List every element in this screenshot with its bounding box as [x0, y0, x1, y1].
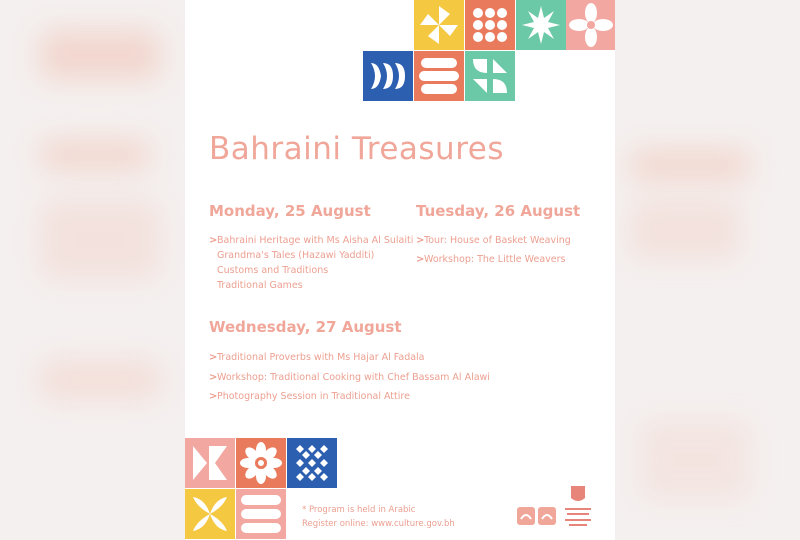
tuesday-list — [416, 233, 571, 267]
flower-tile-icon — [566, 0, 615, 50]
event-poster — [185, 0, 615, 540]
flower-tile-icon — [236, 438, 286, 488]
arrow-bullet-icon: > — [209, 391, 218, 402]
arrow-bullet-icon: > — [209, 371, 218, 383]
bars-tile-icon — [236, 489, 286, 539]
poster-title: Bahraini Treasures — [209, 131, 504, 167]
dot-grid-tile-icon — [287, 438, 337, 488]
starburst-tile-icon — [516, 0, 566, 50]
day-heading-tuesday: Tuesday, 26 August — [416, 202, 581, 220]
list-item: > Tour: House of Basket Weaving — [416, 235, 571, 246]
leaf-tile-icon — [363, 51, 413, 101]
list-item: > Workshop: Traditional Cooking with Chef Bassam Al Alawi — [209, 368, 490, 388]
arrow-tile-icon — [185, 438, 235, 488]
bars-tile-icon — [414, 51, 464, 101]
dot-grid-tile-icon — [465, 0, 515, 50]
heritage-logo-icon — [517, 503, 559, 531]
poster-footer — [302, 503, 455, 531]
list-item: > Workshop: The Little Weavers — [416, 254, 566, 265]
pinwheel-tile-icon — [414, 0, 464, 50]
registration-link: Register online: www.culture.gov.bh — [302, 519, 455, 529]
arrow-bullet-icon: > — [416, 254, 425, 265]
arrow-bullet-icon: > — [209, 235, 218, 246]
day-heading-monday: Monday, 25 August — [209, 202, 371, 220]
list-item: Traditional Games — [217, 280, 303, 291]
day-heading-wednesday: Wednesday, 27 August — [209, 318, 402, 336]
list-item: Customs and Traditions — [217, 265, 329, 276]
arrow-bullet-icon: > — [209, 352, 218, 363]
arrow-bullet-icon: > — [416, 235, 425, 246]
list-item: > Photography Session in Traditional Attire — [209, 387, 490, 407]
arrow-tile-icon — [465, 51, 515, 101]
monday-list — [209, 233, 413, 293]
pinwheel-tile-icon — [185, 489, 235, 539]
list-item: > Bahraini Heritage with Ms Aisha Al Sulaiti — [209, 235, 414, 246]
list-item: > Traditional Proverbs with Ms Hajar Al Fadala — [209, 348, 490, 368]
language-note: * Program is held in Arabic — [302, 505, 416, 515]
wednesday-list — [209, 348, 490, 407]
ministry-crest-icon — [561, 484, 595, 532]
list-item: Grandma's Tales (Hazawi Yadditi) — [217, 250, 375, 261]
